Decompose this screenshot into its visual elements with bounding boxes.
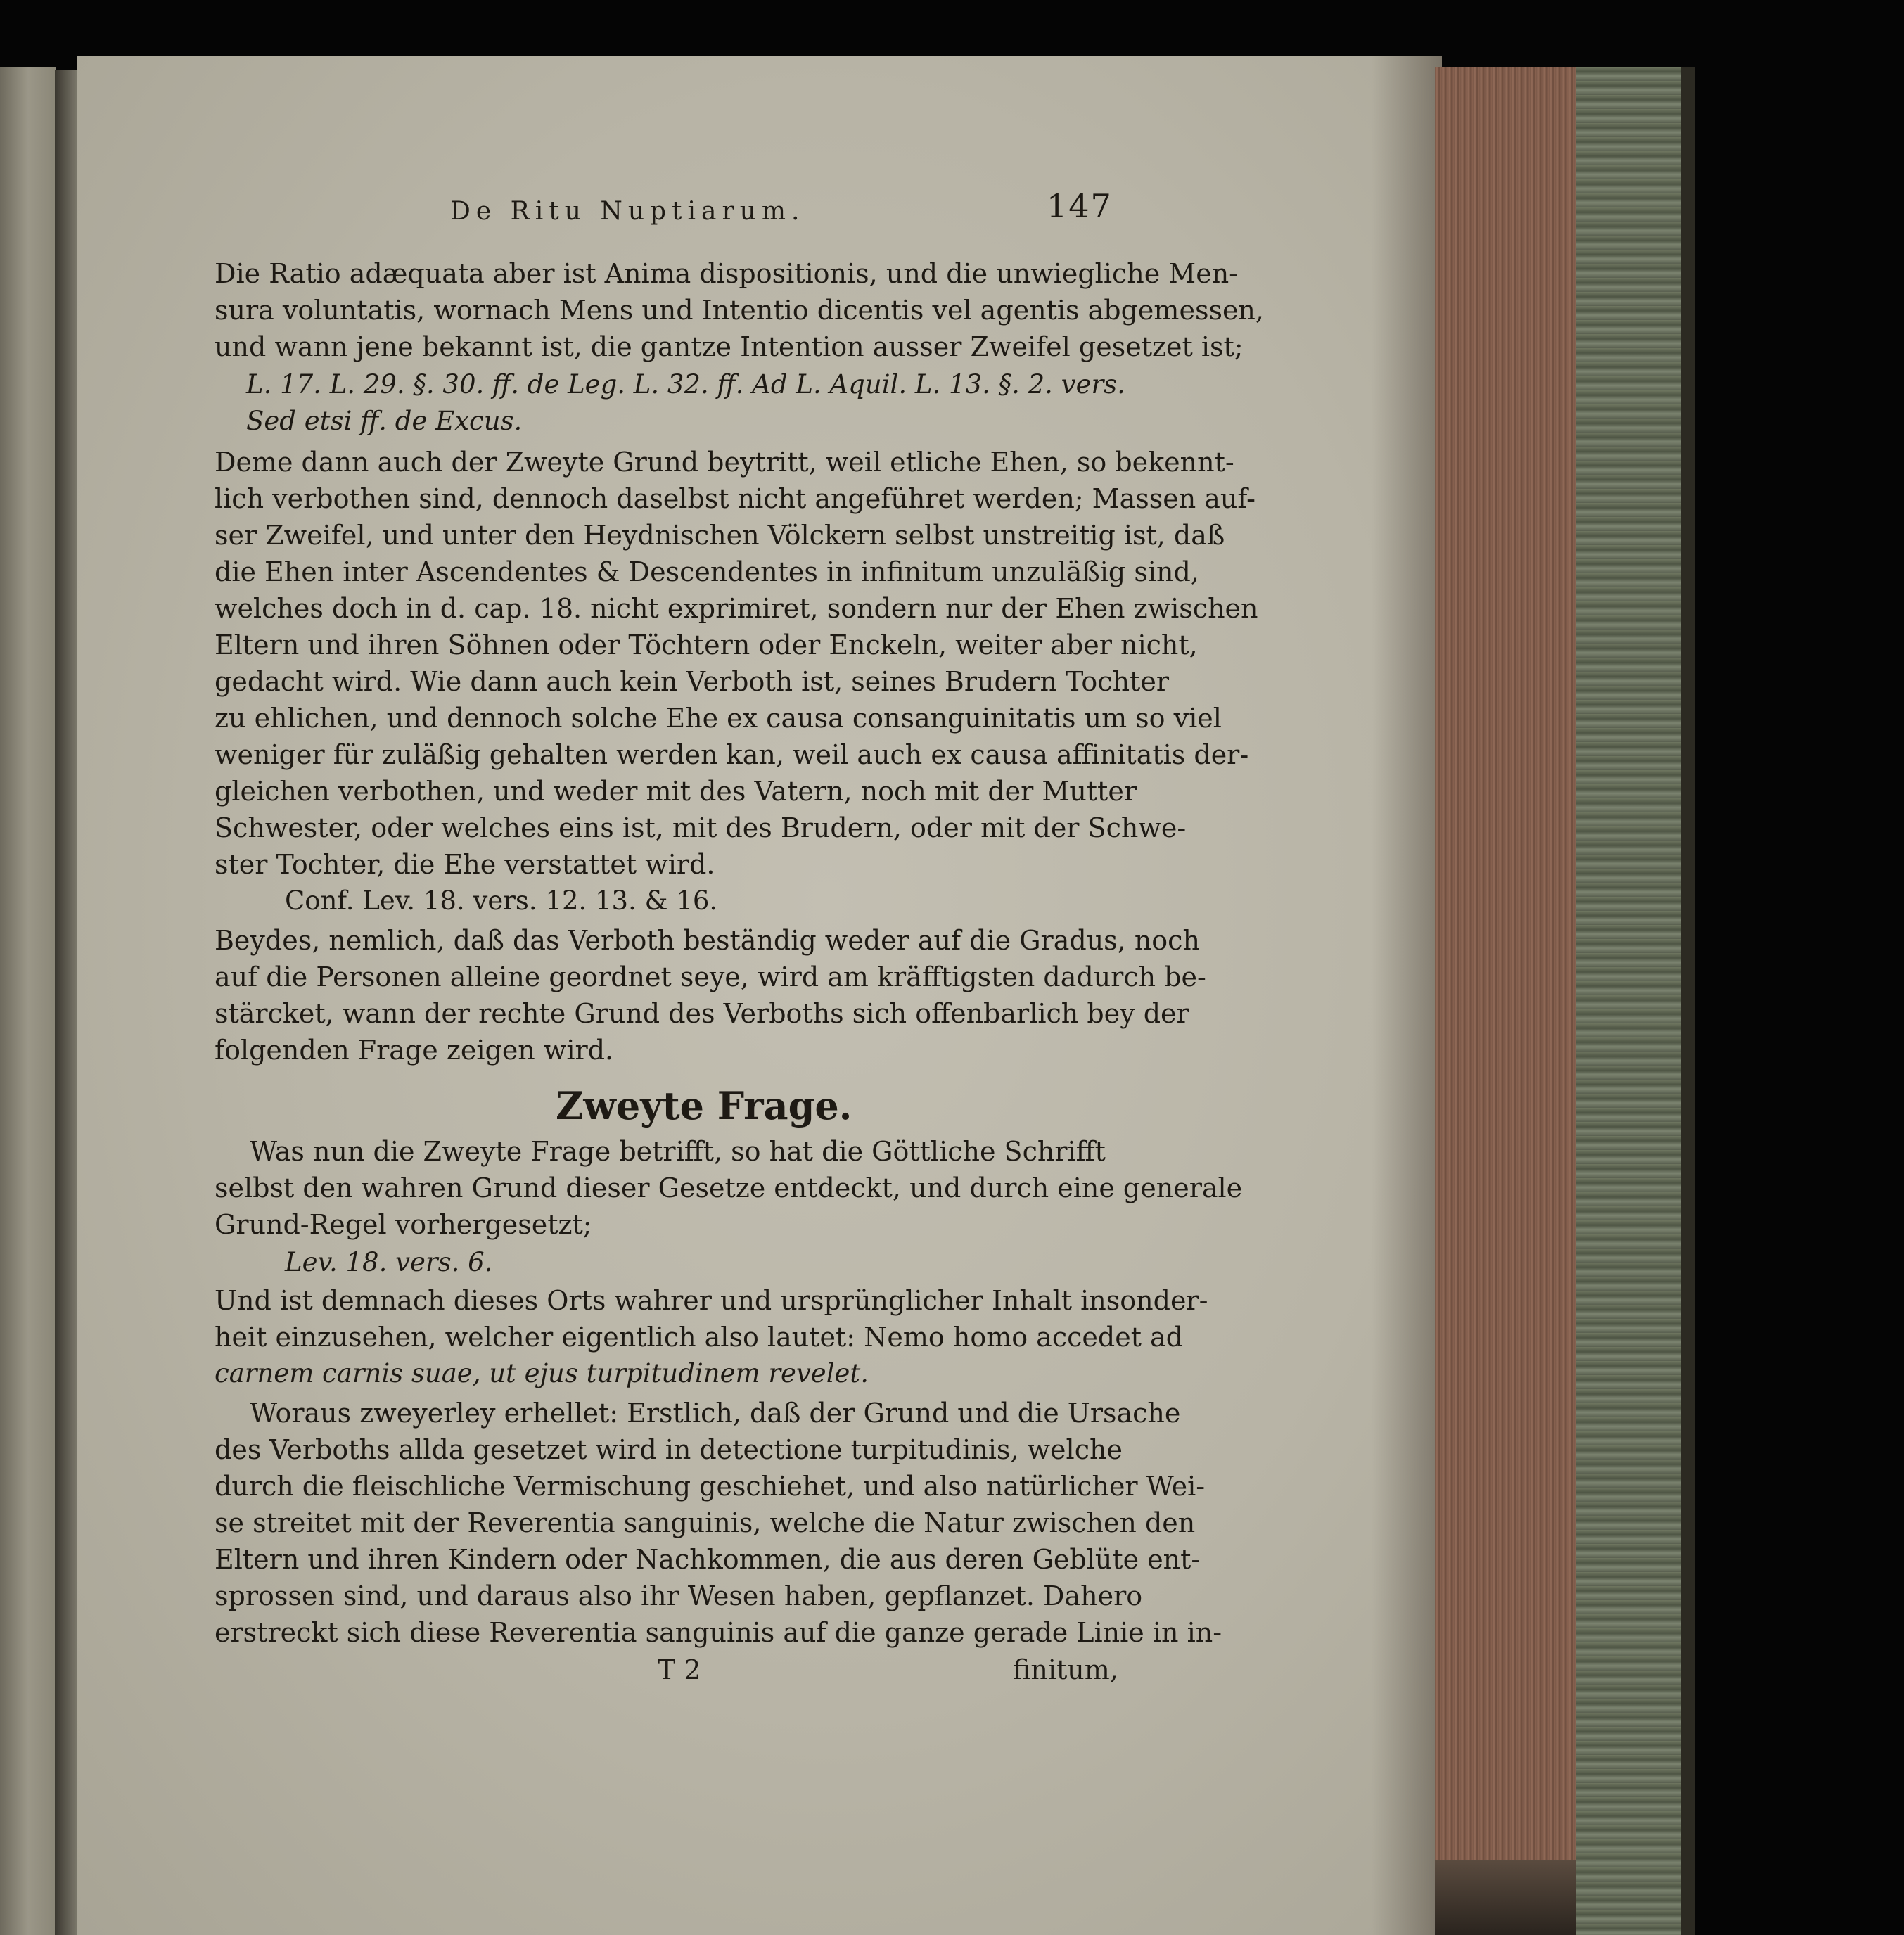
text-line: welches doch in d. cap. 18. nicht exprimiret, sondern nur der Ehen zwischen xyxy=(215,593,1258,624)
text-line: Woraus zweyerley erhellet: Erstlich, daß der Grund und die Ursache xyxy=(250,1398,1181,1429)
text-line: und wann jene bekannt ist, die gantze Intention ausser Zweifel gesetzet ist; xyxy=(215,331,1244,362)
book-cover xyxy=(1576,67,1688,1935)
text-line: Beydes, nemlich, daß das Verboth beständig weder auf die Gradus, noch xyxy=(215,925,1200,956)
text-line: gleichen verbothen, und weder mit des Vatern, noch mit der Mutter xyxy=(215,776,1137,807)
text-line: se streitet mit der Reverentia sanguinis, welche die Natur zwischen den xyxy=(215,1507,1196,1538)
text-line: sura voluntatis, wornach Mens und Intentio dicentis vel agentis abgemessen, xyxy=(215,295,1264,326)
catchword: finitum, xyxy=(1013,1654,1118,1685)
text-line: ster Tochter, die Ehe verstattet wird. xyxy=(215,849,715,880)
citation-line: Sed etsi ff. de Excus. xyxy=(246,406,523,436)
text-line: folgenden Frage zeigen wird. xyxy=(215,1035,614,1066)
text-line: Grund-Regel vorhergesetzt; xyxy=(215,1209,592,1240)
text-line: Was nun die Zweyte Frage betrifft, so hat die Göttliche Schrifft xyxy=(250,1136,1106,1167)
page-curve-shadow xyxy=(1372,56,1442,1935)
text-line: erstreckt sich diese Reverentia sanguinis auf die ganze gerade Linie in in- xyxy=(215,1617,1222,1648)
cover-edge xyxy=(1681,67,1695,1935)
text-line: Und ist demnach dieses Orts wahrer und ursprünglicher Inhalt insonder- xyxy=(215,1285,1208,1316)
left-page-edge xyxy=(0,67,56,1935)
text-line: Deme dann auch der Zweyte Grund beytritt, weil etliche Ehen, so bekennt- xyxy=(215,447,1234,478)
page-block-bottom xyxy=(1435,1860,1597,1935)
page-block-fore-edge xyxy=(1435,67,1583,1860)
text-line: Die Ratio adæquata aber ist Anima dispositionis, und die unwiegliche Men- xyxy=(215,258,1239,289)
text-line: stärcket, wann der rechte Grund des Verboths sich offenbarlich bey der xyxy=(215,998,1189,1029)
running-head: De Ritu Nuptiarum. xyxy=(450,197,805,226)
text-line: ser Zweifel, und unter den Heydnischen Völckern selbst unstreitig ist, daß xyxy=(215,520,1225,551)
text-line: lich verbothen sind, dennoch daselbst nicht angeführet werden; Massen auf- xyxy=(215,483,1256,514)
text-line: selbst den wahren Grund dieser Gesetze entdeckt, und durch eine generale xyxy=(215,1173,1243,1203)
citation-line: carnem carnis suae, ut ejus turpitudinem revelet. xyxy=(215,1358,869,1388)
text-line: Eltern und ihren Kindern oder Nachkommen, die aus deren Geblüte ent- xyxy=(215,1544,1201,1575)
text-line: des Verboths allda gesetzet wird in detectione turpitudinis, welche xyxy=(215,1434,1123,1465)
text-line: Eltern und ihren Söhnen oder Töchtern oder Enckeln, weiter aber nicht, xyxy=(215,630,1198,660)
text-line: zu ehlichen, und dennoch solche Ehe ex causa consanguinitatis um so viel xyxy=(215,703,1222,734)
text-line: weniger für zuläßig gehalten werden kan, weil auch ex causa affinitatis der- xyxy=(215,739,1249,770)
text-line: auf die Personen alleine geordnet seye, wird am kräfftigsten dadurch be- xyxy=(215,962,1206,992)
page-number: 147 xyxy=(1047,187,1113,225)
text-line: die Ehen inter Ascendentes & Descendentes in infinitum unzuläßig sind, xyxy=(215,556,1199,587)
signature-mark: T 2 xyxy=(658,1654,701,1685)
citation-line: Conf. Lev. 18. vers. 12. 13. & 16. xyxy=(285,886,718,916)
text-line: sprossen sind, und daraus also ihr Wesen haben, gepflanzet. Dahero xyxy=(215,1580,1143,1611)
text-line: heit einzusehen, welcher eigentlich also lautet: Nemo homo accedet ad xyxy=(215,1322,1184,1353)
text-line: Schwester, oder welches eins ist, mit des Brudern, oder mit der Schwe- xyxy=(215,812,1187,843)
section-heading: Zweyte Frage. xyxy=(556,1083,852,1128)
text-line: gedacht wird. Wie dann auch kein Verboth ist, seines Brudern Tochter xyxy=(215,666,1169,697)
citation-line: L. 17. L. 29. §. 30. ff. de Leg. L. 32. ff. Ad L. Aquil. L. 13. §. 2. vers. xyxy=(246,369,1125,400)
text-line: durch die fleischliche Vermischung geschiehet, und also natürlicher Wei- xyxy=(215,1471,1206,1502)
citation-line: Lev. 18. vers. 6. xyxy=(285,1247,493,1277)
